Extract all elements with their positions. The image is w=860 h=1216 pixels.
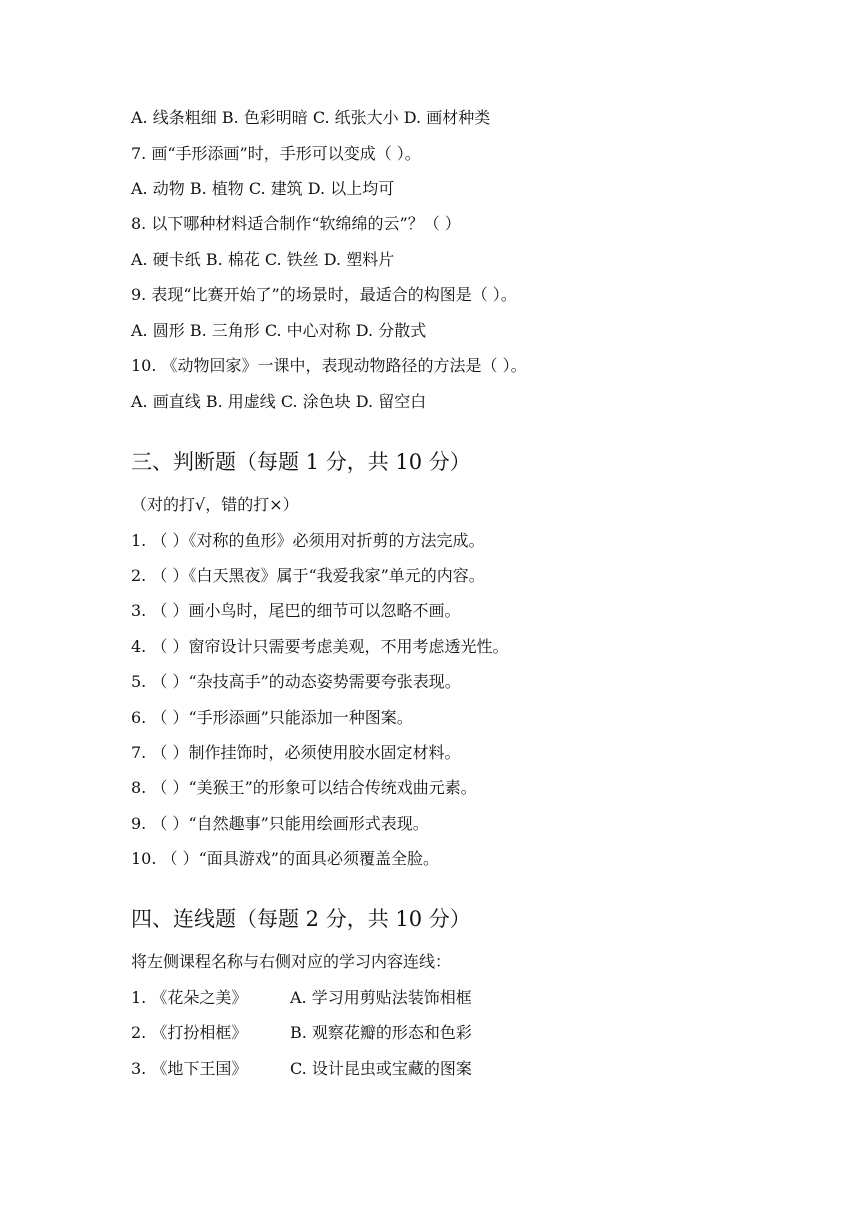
judge-item-2: 2. （ ）《白天黑夜》属于“我爱我家”单元的内容。 xyxy=(131,566,485,585)
judge-item-3: 3. （ ）画小鸟时，尾巴的细节可以忽略不画。 xyxy=(131,601,461,620)
choice-options-7: A. 动物 B. 植物 C. 建筑 D. 以上均可 xyxy=(131,179,395,198)
judge-item-7: 7. （ ）制作挂饰时，必须使用胶水固定材料。 xyxy=(131,743,461,762)
match-left-3: 3. 《地下王国》 xyxy=(131,1059,248,1078)
section-3-instruction: （对的打√，错的打×） xyxy=(131,495,299,514)
judge-item-5: 5. （ ）“杂技高手”的动态姿势需要夸张表现。 xyxy=(131,672,461,691)
match-right-a: A. 学习用剪贴法装饰相框 xyxy=(290,988,472,1007)
judge-item-8: 8. （ ）“美猴王”的形象可以结合传统戏曲元素。 xyxy=(131,778,477,797)
choice-options-6: A. 线条粗细 B. 色彩明暗 C. 纸张大小 D. 画材种类 xyxy=(131,108,491,127)
question-8: 8. 以下哪种材料适合制作“软绵绵的云”？（ ） xyxy=(131,214,461,233)
judge-item-10: 10. （ ）“面具游戏”的面具必须覆盖全脸。 xyxy=(131,849,439,868)
question-9: 9. 表现“比赛开始了”的场景时，最适合的构图是（ ）。 xyxy=(131,285,517,304)
judge-item-6: 6. （ ）“手形添画”只能添加一种图案。 xyxy=(131,708,413,727)
choice-options-10: A. 画直线 B. 用虚线 C. 涂色块 D. 留空白 xyxy=(131,392,427,411)
match-right-c: C. 设计昆虫或宝藏的图案 xyxy=(290,1059,472,1078)
match-right-b: B. 观察花瓣的形态和色彩 xyxy=(290,1023,472,1042)
judge-item-1: 1. （ ）《对称的鱼形》必须用对折剪的方法完成。 xyxy=(131,531,485,550)
question-10: 10. 《动物回家》一课中，表现动物路径的方法是（ ）。 xyxy=(131,356,527,375)
question-7: 7. 画“手形添画”时，手形可以变成（ ）。 xyxy=(131,144,421,163)
section-4-title: 四、连线题（每题 2 分，共 10 分） xyxy=(131,907,471,931)
match-left-1: 1. 《花朵之美》 xyxy=(131,988,248,1007)
section-4-instruction: 将左侧课程名称与右侧对应的学习内容连线： xyxy=(131,952,452,971)
choice-options-9: A. 圆形 B. 三角形 C. 中心对称 D. 分散式 xyxy=(131,321,427,340)
choice-options-8: A. 硬卡纸 B. 棉花 C. 铁丝 D. 塑料片 xyxy=(131,250,395,269)
match-left-2: 2. 《打扮相框》 xyxy=(131,1023,248,1042)
section-3-title: 三、判断题（每题 1 分，共 10 分） xyxy=(131,450,471,474)
judge-item-4: 4. （ ）窗帘设计只需要考虑美观，不用考虑透光性。 xyxy=(131,637,509,656)
judge-item-9: 9. （ ）“自然趣事”只能用绘画形式表现。 xyxy=(131,814,429,833)
